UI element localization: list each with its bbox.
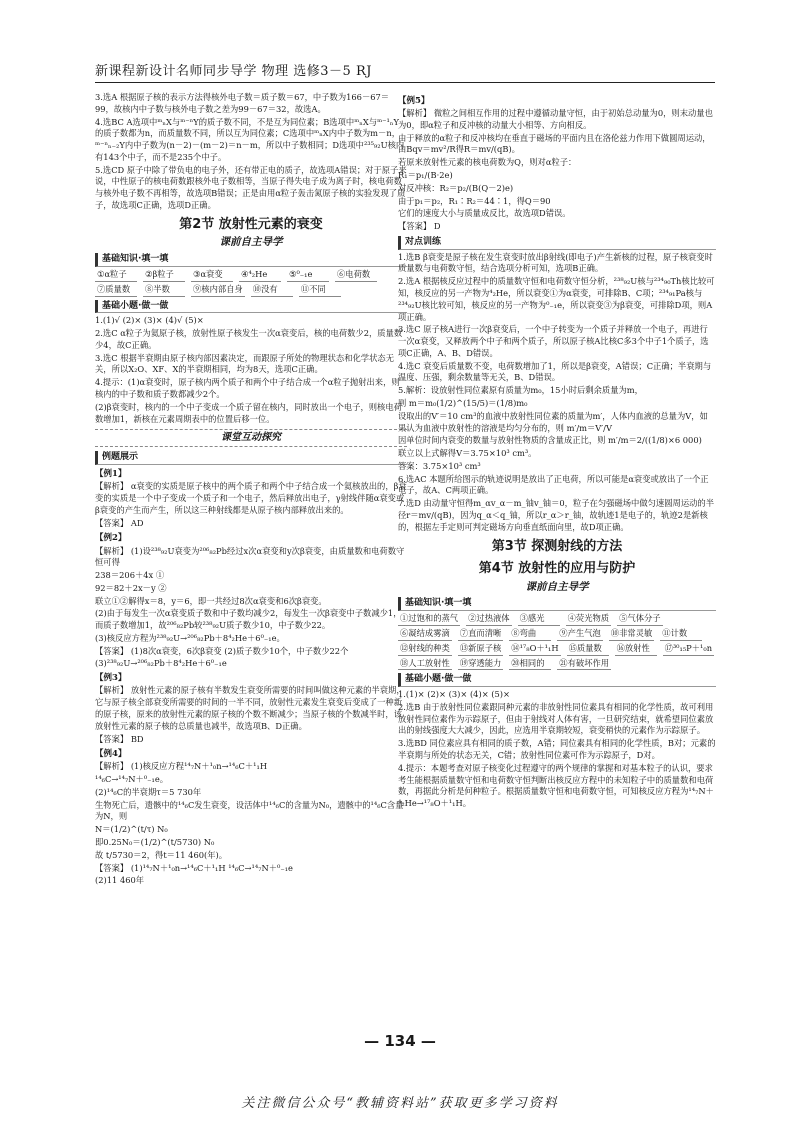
fill-blank: ⑤⁰₋₁e	[287, 269, 329, 282]
small-question-item: 3.选BD 同位素应具有相同的质子数，A错；同位素具有相同的化学性质，B对；元素的半衰期与所处的状态无关，C错；放射性同位素可作为示踪原子，D对。	[398, 738, 716, 760]
example-line: 【答案】 BD	[95, 733, 144, 744]
example-label: 【例1】	[95, 469, 127, 480]
example-label: 【例3】	[95, 673, 127, 684]
example-line: 238＝206＋4x ①	[95, 570, 165, 581]
example-label: 【例4】	[95, 749, 127, 760]
example-line: (2)由于每发生一次α衰变质子数和中子数均减少2，每发生一次β衰变中子数减少1，而质子数增加1，故²⁰⁶₈₂Pb较²³⁸₉₂U质子数少10，中子数少22。	[95, 608, 402, 631]
right-column	[398, 92, 716, 811]
example-line: R₁＝p₁/(B·2e)	[398, 169, 453, 180]
training-item: 3.选C 原子核A进行一次β衰变后，一个中子转变为一个质子并释放一个电子，再进行一次α衰变，又释放两个中子和两个质子，所以原子核A比核C多3个中子1个质子，选项C正确，A、B、D错误。	[398, 324, 709, 358]
fill-grid	[95, 269, 407, 297]
left-column	[95, 92, 407, 888]
training-bar: 对点训练	[398, 236, 716, 250]
fill-blank: ④⁴₂He	[239, 269, 281, 282]
small-questions	[95, 315, 407, 425]
example-line: 【解析】 放射性元素的原子核有半数发生衰变所需要的时间叫做这种元素的半衰期，它与原子核全部衰变所需要的时间的一半不同，放射性元素发生衰变后变成了一种新的原子核，原来的放射性元素的原子核的个数不断减少；当原子核的个数减半时，该放射性元素的原子核的总质量也减半，故选项B、D正确。	[95, 685, 405, 731]
example-line: (3)核反应方程为²³⁸₉₂U→²⁰⁶₈₂Pb＋8⁴₂He＋6⁰₋₁e。	[95, 632, 285, 643]
fill-blank: ⑩非常灵敏	[609, 628, 655, 641]
training-item: 联立以上式解得V＝3.75×10³ cm³。	[398, 448, 537, 459]
fill-blank: ⑳相同的	[509, 658, 551, 671]
training-item: 6.选AC 本题所给图示的轨迹说明是放出了正电荷，所以可能是α衰变或放出了一个正电子，故A、C两项正确。	[398, 473, 709, 496]
fill-blank: ⑪不同	[299, 284, 341, 297]
fill-blank: ⑥凝结成雾滴	[398, 628, 452, 641]
small-question-item: 1.(1)√ (2)× (3)× (4)√ (5)×	[95, 315, 204, 326]
example-line: 【解析】 α衰变的实质是原子核中的两个质子和两个中子结合成一个氦核放出的，β衰变的实质是一个中子变成一个质子和一个电子，然后释放出电子，γ射线伴随α衰变或β衰变的产生而产生，所以这三种射线都是从原子核内部释放出来的。	[95, 481, 407, 515]
example-line: 由于p₁＝p₂，R₁∶R₂＝44∶1，得Q＝90	[398, 195, 551, 206]
small-question-item: (2)β衰变时，核内的一个中子变成一个质子留在核内，同时放出一个电子，则核电荷数增加1，新核在元素周期表中的位置后移一位。	[95, 401, 402, 424]
fill-blank: ㉑有破坏作用	[557, 658, 611, 671]
fill-blank: ⑲穿透能力	[458, 658, 504, 671]
example-line: 【解析】 (1)设²³⁸₉₂U衰变为²⁰⁶₈₂Pb经过x次α衰变和y次β衰变，由质量数和电荷数守恒可得	[95, 545, 405, 568]
example-line: 由于释放的α粒子和反冲核均在垂直于磁场的平面内且在洛伦兹力作用下做圆周运动，由Bqv＝mv²/R得R＝mv/(qB)。	[398, 132, 711, 155]
section-4-title: 第4节 放射性的应用与防护	[478, 561, 636, 577]
basic-questions-bar-2: 基础小题·做一做	[398, 673, 716, 687]
page-number: — 134 —	[364, 1032, 436, 1050]
left-top-items	[95, 92, 407, 212]
fill-blank: ⑱人工放射性	[398, 658, 452, 671]
answer-item: 4.选BC A选项中ᵐₙX与ᵐ⁻ⁿY的质子数不同，不是互为同位素；B选项中ᵐₙX与ᵐ⁻¹ₙY的质子数都为n，而质量数不同，所以互为同位素；C选项中ᵐₙX内中子数为m－n，ᵐ⁻ⁿₙ₋₂Y内中子数为(n－2)－(m－2)＝n－m，所以中子数相同；D选项中²³⁵₉₂U核内有143个中子，而不是235个中子。	[95, 116, 405, 162]
example-line: 联立①②解得x＝8，y＝6，即一共经过8次α衰变和6次β衰变。	[95, 595, 327, 606]
fill-blank: ①过饱和的蒸气	[398, 613, 460, 626]
fill-grid-2	[398, 613, 716, 670]
example-line: 即0.25N₀＝(1/2)^(t/5730) N₀	[95, 837, 215, 848]
example-line: 对反冲核：R₂＝p₂/(B(Q－2)e)	[398, 182, 514, 193]
basic-knowledge-bar: 基础知识·填一填	[95, 253, 407, 267]
small-question-item: 1.(1)× (2)× (3)× (4)× (5)×	[398, 689, 510, 700]
fill-blank: ⑫射线的种类	[398, 643, 452, 656]
answer-item: 3.选A 根据原子核的表示方法得核外电子数＝质子数＝67，中子数为166－67＝99，故核内中子数与核外电子数之差为99－67＝32，故选A。	[95, 92, 390, 114]
example-line: N＝(1/2)^(t/τ) N₀	[95, 824, 168, 835]
basic-questions-bar: 基础小题·做一做	[95, 300, 407, 314]
example-show-bar: 例题展示	[95, 451, 407, 465]
training-item: 因单位时间内衰变的数量与放射性物质的含量成正比，则 m′/m＝2/((1/8)×6 000)	[398, 435, 702, 446]
fill-blank: ⑨产生气泡	[557, 628, 603, 641]
training-item: 则 m＝m₀(1/2)^(15/5)＝(1/8)m₀	[398, 398, 528, 409]
pre-class-title-2: 课前自主导学	[525, 580, 589, 593]
fill-blank: ⑬新原子核	[458, 643, 504, 656]
fill-blank: ⑩没有	[251, 284, 293, 297]
fill-blank: ⑭¹⁷₈O＋¹₁H	[509, 643, 560, 656]
fill-blank: ⑰³⁰₁₅P＋¹₀n	[663, 643, 714, 656]
example-line: 【解析】 (1)核反应方程¹⁴₇N＋¹₀n→¹⁴₆C＋¹₁H	[95, 761, 268, 772]
footer-note: 关注微信公众号“教辅资料站”获取更多学习资料	[241, 1096, 559, 1111]
fill-blank: ⑯放射性	[615, 643, 657, 656]
fill-blank: ②β粒子	[143, 269, 185, 282]
examples	[95, 468, 407, 887]
example-line: 若原来放射性元素的核电荷数为Q，则对α粒子：	[398, 157, 577, 168]
fill-blank: ⑧弯曲	[509, 628, 551, 641]
example-line: 【解析】 微粒之间相互作用的过程中遵循动量守恒，由于初始总动量为0，则末动量也为0，即α粒子和反冲核的动量大小相等、方向相反。	[398, 108, 713, 130]
example-line: 它们的速度大小与质量成反比，故选项D错误。	[398, 208, 571, 219]
example-line: 【答案】 (1)8次α衰变，6次β衰变 (2)质子数少10个，中子数少22个 (3)²³⁸₉₂U→²⁰⁶₈₂Pb＋8⁴₂He＋6⁰₋₁e	[95, 645, 349, 668]
example-line: 92＝82＋2x－y ②	[95, 582, 167, 593]
fill-blank: ④荧光物质	[566, 613, 612, 626]
fill-blank: ①α粒子	[95, 269, 137, 282]
training-item: 7.选D 由动量守恒得m_αv_α－m_铀v_铀＝0，粒子在匀强磁场中做匀速圆周运动的半径r＝mv/(qB)，因为q_α＜q_铀，所以r_α＞r_铀，故轨迹1是电子的，轨迹2是新核的，根据左手定则可判定磁场方向垂直纸面向里，故D项正确。	[398, 498, 715, 532]
small-question-item: 3.选C 根据半衰期由原子核内部因素决定，而跟原子所处的物理状态和化学状态无关，所以X₂O、XF、X的半衰期相同，均为8天，选项C正确。	[95, 352, 394, 375]
fill-blank: ⑥电荷数	[335, 269, 377, 282]
fill-blank: ③α衰变	[191, 269, 233, 282]
answer-item: 5.选CD 原子中除了带负电的电子外，还有带正电的质子，故选项A错误；对于原子来说，中性原子的核电荷数跟核外电子数相等，当原子得失电子成为离子时，核电荷数与核外电子数不再相等，故选项B错误；正是由用α粒子轰击氮原子核的实验发现了质子，故选项C正确，选项D正确。	[95, 164, 407, 211]
fill-blank: ③感光	[518, 613, 560, 626]
example-5-body	[398, 108, 716, 233]
page-header	[95, 60, 715, 83]
example-5-label: 【例5】	[398, 96, 430, 106]
example-line: ¹⁴₆C→¹⁴₇N＋⁰₋₁e。	[95, 774, 169, 785]
fill-blank: ⑧半数	[143, 284, 185, 297]
training-item: 5.解析：设放射性同位素原有质量为m₀，15小时后剩余质量为m，	[398, 385, 643, 396]
page-number-value: 134	[384, 1032, 416, 1050]
small-question-item: 4.提示：本题考查对原子核变化过程遵守的两个规律的掌握和对基本粒子的认识，要求考生能根据质量数守恒和电荷数守恒判断出核反应方程中的未知粒子中的质量数和电荷数，再据此分析是何种粒子。根据质量数守恒和电荷数守恒，可知核反应方程为¹⁴₇N＋⁴₂He→¹⁷₈O＋¹₁H。	[398, 762, 714, 809]
basic-knowledge-bar-2: 基础知识·填一填	[398, 597, 716, 611]
fill-blank: ⑨核内部自身	[191, 284, 245, 297]
example-line: (2)11 460年	[95, 875, 145, 886]
small-question-item: 4.提示：(1)α衰变时，原子核内两个质子和两个中子结合成一个α粒子抛射出来，则核内的中子数和质子数都减少2个。	[95, 377, 400, 399]
fill-blank: ⑪计数	[660, 628, 702, 641]
section-2-title: 第2节 放射性元素的衰变	[179, 216, 323, 232]
small-questions-2	[398, 689, 716, 810]
section-3-title: 第3节 探测射线的方法	[491, 538, 623, 554]
fill-blank: ⑮质量数	[567, 643, 609, 656]
training-item: 设取出的V′＝10 cm³的血液中放射性同位素的质量为m′，人体内血液的总量为V，如果认为血液中放射性的溶液是均匀分布的，则 m′/m＝V′/V	[398, 410, 708, 433]
fill-blank: ⑤气体分子	[617, 613, 663, 626]
example-line: 故 t/5730＝2，得t＝11 460(年)。	[95, 849, 228, 860]
example-line: (2)¹⁴₆C的半衰期τ＝5 730年	[95, 786, 202, 797]
header-title: 新课程新设计名师同步导学 物理 选修3－5 RJ	[95, 64, 372, 79]
fill-blank: ②过热液体	[466, 613, 512, 626]
small-question-item: 2.选C α粒子为氦原子核，放射性原子核发生一次α衰变后，核的电荷数少2，质量数少4，故C正确。	[95, 328, 403, 350]
example-line: 【答案】 (1)¹⁴₇N＋¹₀n→¹⁴₆C＋¹₁H ¹⁴₆C→¹⁴₇N＋⁰₋₁e	[95, 862, 293, 873]
example-label: 【例2】	[95, 533, 127, 544]
training-item: 1.选B β衰变是原子核在发生衰变时放出β射线(即电子)产生新核的过程，原子核衰变时质量数与电荷数守恒，结合选项分析可知，选项B正确。	[398, 251, 713, 274]
example-line: 【答案】 D	[398, 221, 441, 232]
small-question-item: 2.选B 由于放射性同位素跟同种元素的非放射性同位素具有相同的化学性质，故可利用放射性同位素作为示踪原子，但由于射线对人体有害，一旦研究结束，就希望同位素放出的射线强度大大减少，因此，应选用半衰期较短，衰变稍快的元素作为示踪原子。	[398, 701, 714, 736]
training-item: 4.选C 衰变后质量数不变，电荷数增加了1，所以是β衰变，A错误；C正确；半衰期与温度、压强，剩余数量等无关，B、D错误。	[398, 360, 712, 383]
fill-blank: ⑦直而清晰	[458, 628, 504, 641]
fill-blank: ⑦质量数	[95, 284, 137, 297]
training-item: 答案：3.75×10³ cm³	[398, 460, 481, 471]
example-line: 生物死亡后，遗骸中的¹⁴₆C发生衰变，设活体中¹⁴₆C的含量为N₀，遗骸中的¹⁴₆C含量为N，则	[95, 799, 404, 822]
example-line: 【答案】 AD	[95, 517, 144, 528]
training-items	[398, 252, 716, 534]
in-class-title: 课堂互动探究	[95, 429, 407, 447]
training-item: 2.选A 根据核反应过程中的质量数守恒和电荷数守恒分析，²³⁸₉₂U核与²³⁴₉₀Th核比较可知，核反应的另一产物为⁴₂He，所以衰变①为α衰变，可排除B、C项；²³⁴₉₁Pa核与²³⁴₉₂U核比较可知，核反应的另一产物为⁰₋₁e，所以衰变③为β衰变，可排除D项，则A项正确。	[398, 276, 715, 322]
pre-class-title: 课前自主导学	[219, 236, 283, 249]
